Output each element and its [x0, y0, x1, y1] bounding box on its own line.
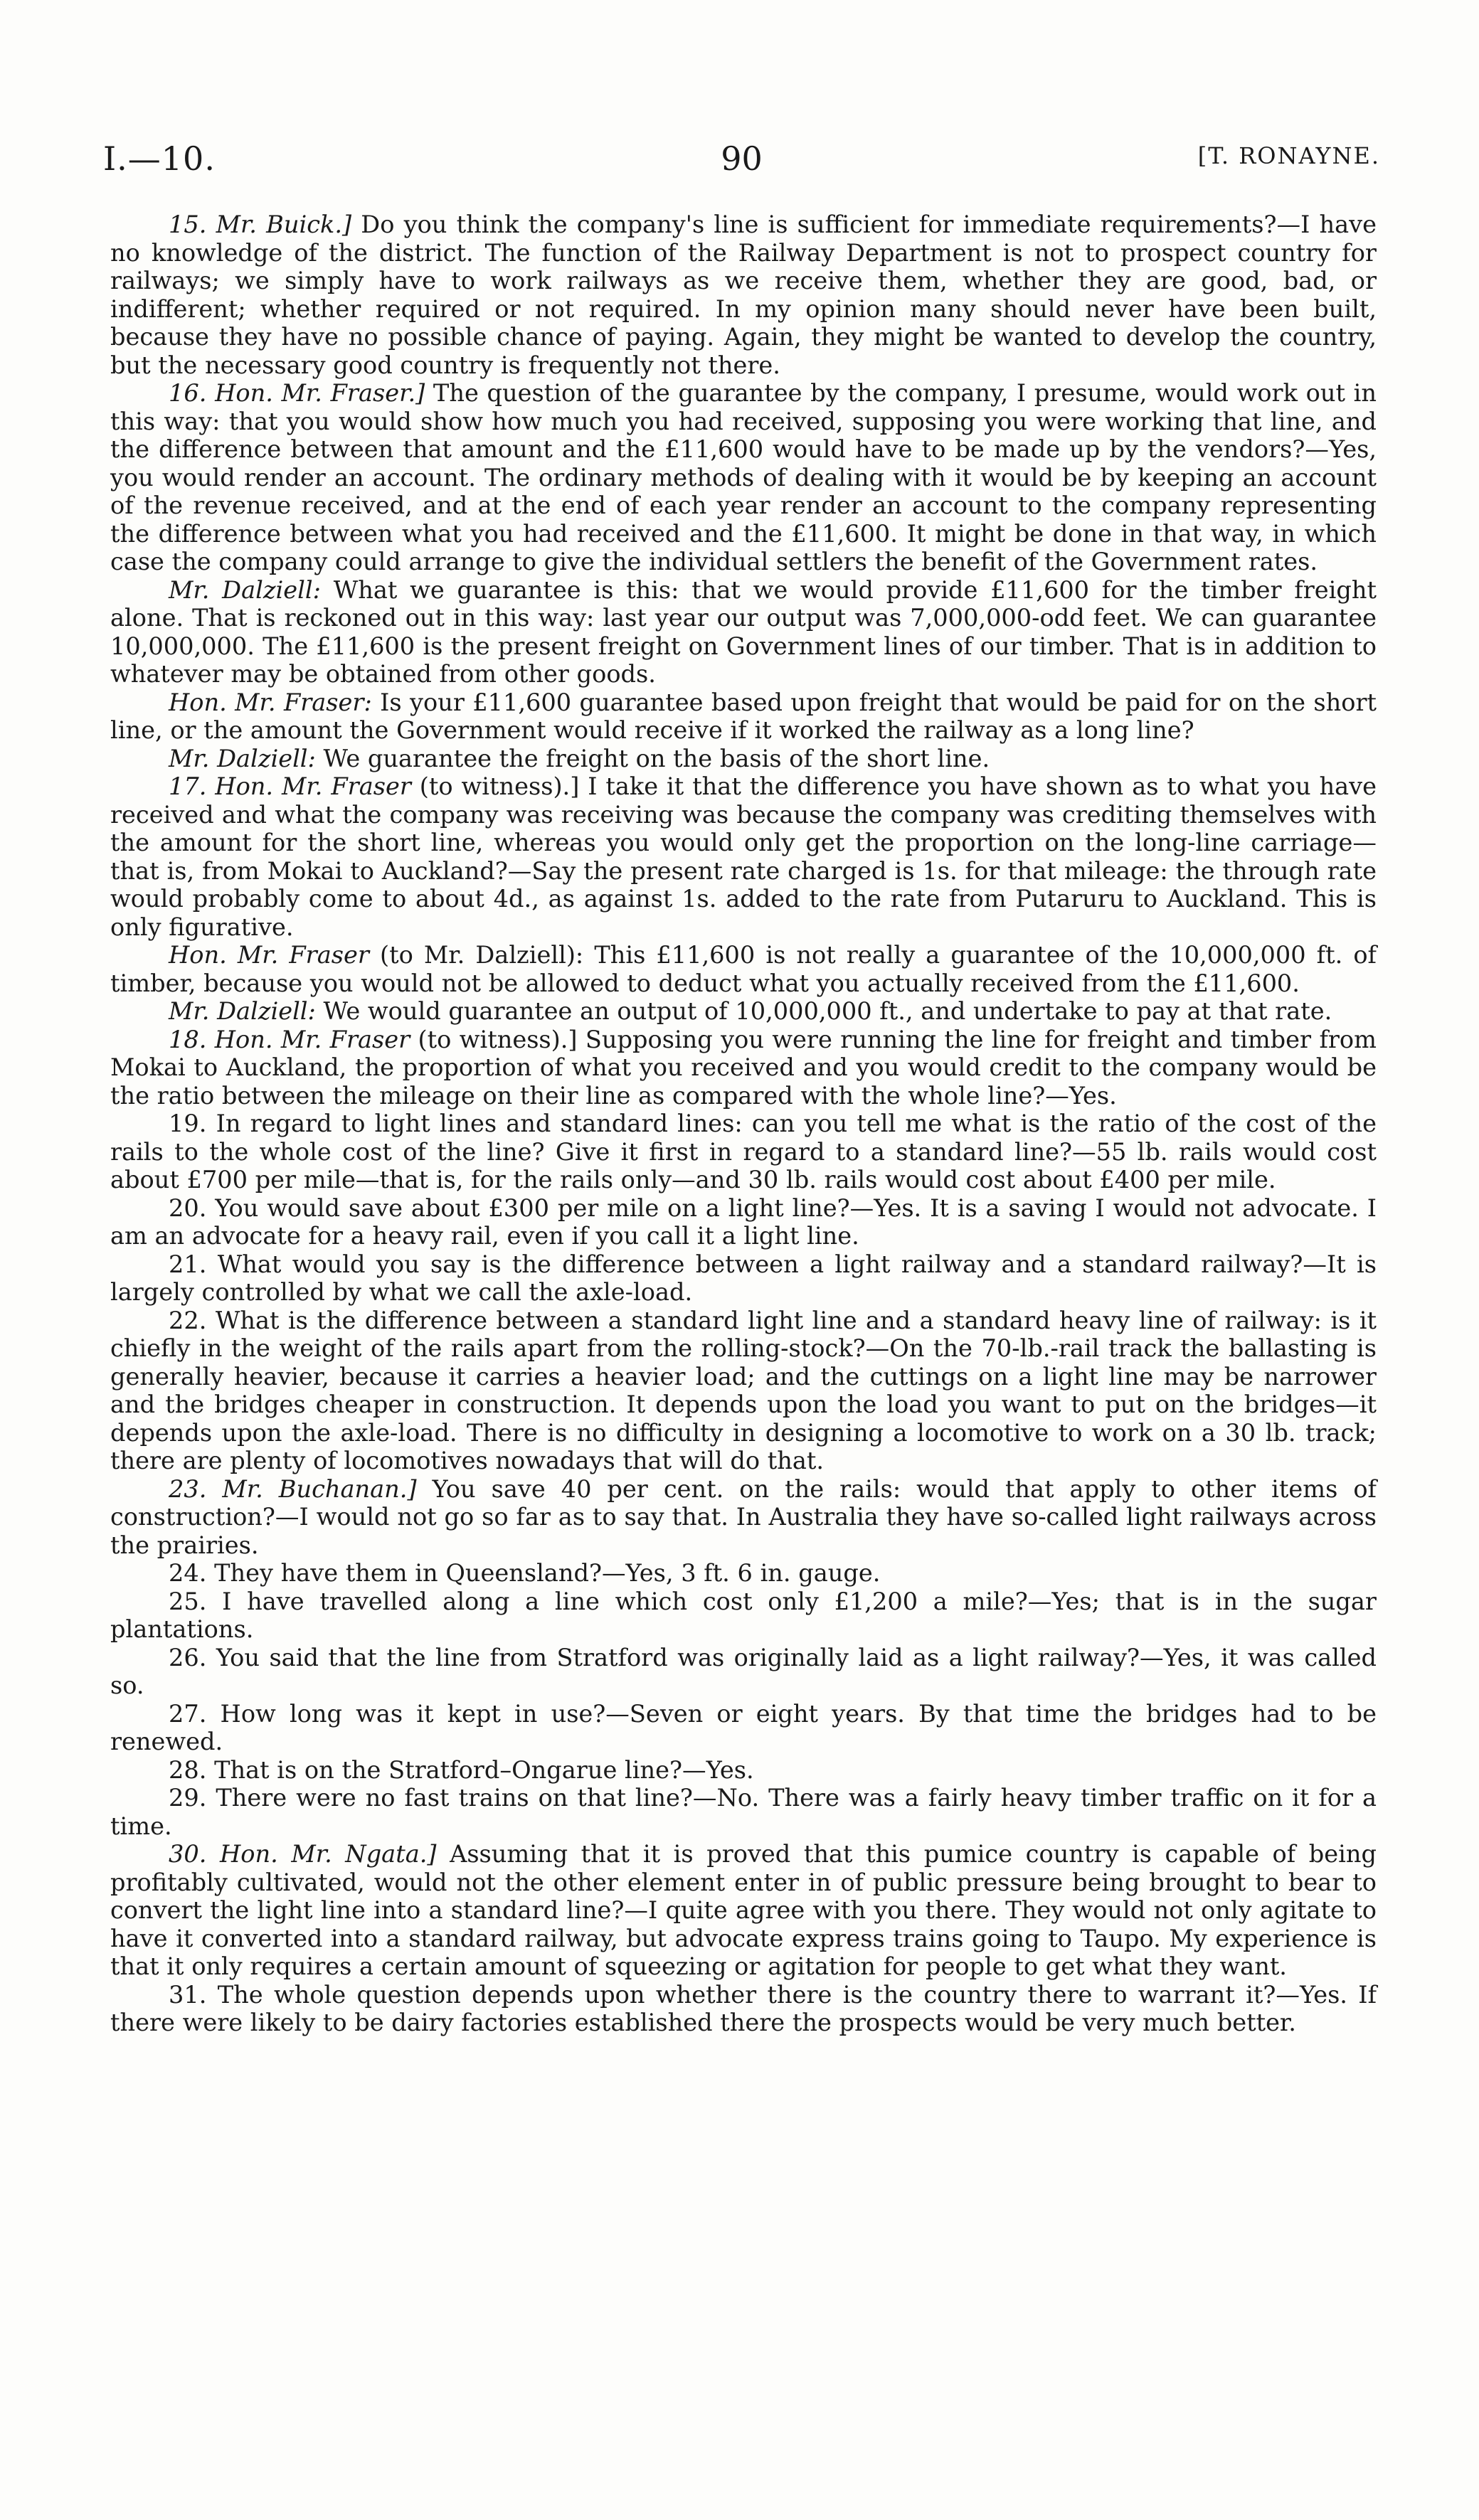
paragraph-text: Do you think the company's line is sufficient for immediate requirements?—I have no knowledge of the district. The function of the Railway Department is not to prospect country for railways; we simply have to work railways as we receive them, whether they are good, bad, or indifferent; whether required or not required. In my opinion many should never have been built, because they have no possible chance of paying. Again, they might be wanted to develop the country, but the necessary good country is frequently not there.: [110, 211, 1377, 379]
speaker-label: 18. Hon. Mr. Fraser: [169, 1025, 410, 1053]
paragraph-text: 25. I have travelled along a line which cost only £1,200 a mile?—Yes; that is in the sugar plantations.: [110, 1587, 1377, 1643]
paragraph: [110, 1644, 1377, 1700]
paragraph: [110, 1784, 1377, 1840]
paragraph: [110, 1756, 1377, 1785]
paragraph: [110, 1981, 1377, 2037]
paragraph: [110, 1840, 1377, 1981]
paragraph-text: 21. What would you say is the difference between a light railway and a standard railway?—It is largely controlled by what we call the axle-load.: [110, 1250, 1377, 1306]
body-text: [110, 211, 1377, 2037]
paragraph-text: 29. There were no fast trains on that line?—No. There was a fairly heavy timber traffic on it for a time.: [110, 1784, 1377, 1840]
paragraph-text: Assuming that it is proved that this pumice country is capable of being profitably cultivated, would not the other element enter in of public pressure being brought to bear to convert the light line into a standard line?—I quite agree with you there. They would not only agitate to have it converted into a standard railway, but advocate express trains going to Taupo. My experience is that it only requires a certain amount of squeezing or agitation for people to get what they want.: [110, 1840, 1377, 1980]
paragraph: [110, 1250, 1377, 1307]
paragraph: [110, 1588, 1377, 1644]
paragraph-text: (to witness).] I take it that the difference you have shown as to what you have received and what the company was receiving was because the company was crediting themselves with the amount for the short line, whereas you would only get the proportion on the long-line carriage—that is, from Mokai to Auckland?—Say the present rate charged is 1s. for that mileage: the through rate would probably come to about 4d., as against 1s. added to the rate from Putaruru to Auckland. This is only figurative.: [110, 772, 1377, 941]
speaker-label: 15. Mr. Buick.]: [169, 211, 352, 238]
paragraph-text: 22. What is the difference between a standard light line and a standard heavy line of railway: is it chiefly in the weight of the rails apart from the rolling-stock?—On the 70-lb.-rail track the ballasting is generally heavier, because it carries a heavier load; and the cuttings on a light line may be narrower and the bridges cheaper in construction. It depends upon the load you want to put on the bridges—it depends upon the axle-load. There is no difficulty in designing a locomotive to work on a 30 lb. track; there are plenty of locomotives nowadays that will do that.: [110, 1306, 1377, 1474]
page-header: [103, 139, 1380, 182]
paragraph-text: 31. The whole question depends upon whether there is the country there to warrant it?—Yes. If there were likely to be dairy factories established there the prospects would be very much better.: [110, 1980, 1377, 2036]
paragraph-text: 24. They have them in Queensland?—Yes, 3 ft. 6 in. gauge.: [169, 1559, 881, 1587]
paragraph: [110, 1026, 1377, 1110]
witness-name: [T. RONAYNE.: [1197, 142, 1380, 169]
paragraph: [110, 576, 1377, 689]
paragraph: [110, 379, 1377, 576]
speaker-label: 30. Hon. Mr. Ngata.]: [169, 1840, 437, 1868]
speaker-label: Hon. Mr. Fraser: [169, 941, 369, 969]
paragraph: [110, 1307, 1377, 1475]
page-number: 90: [721, 139, 763, 178]
paragraph: [110, 1700, 1377, 1756]
speaker-label: Mr. Dalziell:: [169, 575, 321, 604]
paragraph: [110, 772, 1377, 941]
speaker-label: Hon. Mr. Fraser:: [169, 688, 372, 716]
paragraph: [110, 1559, 1377, 1588]
paragraph: [110, 1110, 1377, 1194]
paragraph: [110, 997, 1377, 1026]
paragraph-text: 27. How long was it kept in use?—Seven or eight years. By that time the bridges had to be renewed.: [110, 1699, 1377, 1755]
paragraph: [110, 1194, 1377, 1250]
speaker-label: 17. Hon. Mr. Fraser: [169, 772, 411, 800]
paragraph-text: What we guarantee is this: that we would provide £11,600 for the timber freight alone. That is reckoned out in this way: last year our output was 7,000,000-odd feet. We can guarantee 10,000,000. The £11,600 is the present freight on Government lines of our timber. That is in addition to whatever may be obtained from other goods.: [110, 575, 1377, 688]
speaker-label: 16. Hon. Mr. Fraser.]: [169, 379, 425, 407]
paragraph-text: Is your £11,600 guarantee based upon freight that would be paid for on the short line, or the amount the Government would receive if it worked the railway as a long line?: [110, 688, 1377, 744]
paragraph: [110, 745, 1377, 773]
paragraph-text: We would guarantee an output of 10,000,000 ft., and undertake to pay at that rate.: [315, 997, 1332, 1025]
paragraph-text: You save 40 per cent. on the rails: would that apply to other items of construction?—I would not go so far as to say that. In Australia they have so-called light railways across the prairies.: [110, 1474, 1377, 1559]
paragraph-text: (to witness).] Supposing you were running the line for freight and timber from Mokai to Auckland, the proportion of what you received and you would credit to the company would be the ratio between the mileage on their line as compared with the whole line?—Yes.: [110, 1025, 1377, 1110]
speaker-label: Mr. Dalziell:: [169, 997, 316, 1025]
paragraph-text: The question of the guarantee by the company, I presume, would work out in this way: that you would show how much you had received, supposing you were working that line, and the difference between that amount and the £11,600 would have to be made up by the vendors?—Yes, you would render an account. The ordinary methods of dealing with it would be by keeping an account of the revenue received, and at the end of each year render an account to the company representing the difference between what you had received and the £11,600. It might be done in that way, in which case the company could arrange to give the individual settlers the benefit of the Government rates.: [110, 379, 1377, 575]
paragraph: [110, 211, 1377, 379]
paragraph: [110, 941, 1377, 997]
paragraph-text: 20. You would save about £300 per mile on a light line?—Yes. It is a saving I would not advocate. I am an advocate for a heavy rail, even if you call it a light line.: [110, 1193, 1377, 1250]
paragraph-text: (to Mr. Dalziell): This £11,600 is not really a guarantee of the 10,000,000 ft. of timber, because you would not be allowed to deduct what you actually received from the £11,600.: [110, 941, 1377, 997]
speaker-label: Mr. Dalziell:: [169, 744, 316, 772]
paragraph-text: 28. That is on the Stratford–Ongarue line?—Yes.: [169, 1755, 754, 1784]
paragraph: [110, 1475, 1377, 1560]
speaker-label: 23. Mr. Buchanan.]: [169, 1474, 417, 1503]
paragraph-text: 26. You said that the line from Stratford was originally laid as a light railway?—Yes, it was called so.: [110, 1643, 1377, 1699]
paragraph: [110, 689, 1377, 745]
document-reference: I.—10.: [103, 139, 216, 178]
paragraph-text: We guarantee the freight on the basis of the short line.: [315, 744, 990, 772]
paragraph-text: 19. In regard to light lines and standard lines: can you tell me what is the ratio of the cost of the rails to the whole cost of the line? Give it first in regard to a standard line?—55 lb. rails would cost about £700 per mile—that is, for the rails only—and 30 lb. rails would cost about £400 per mile.: [110, 1110, 1377, 1193]
